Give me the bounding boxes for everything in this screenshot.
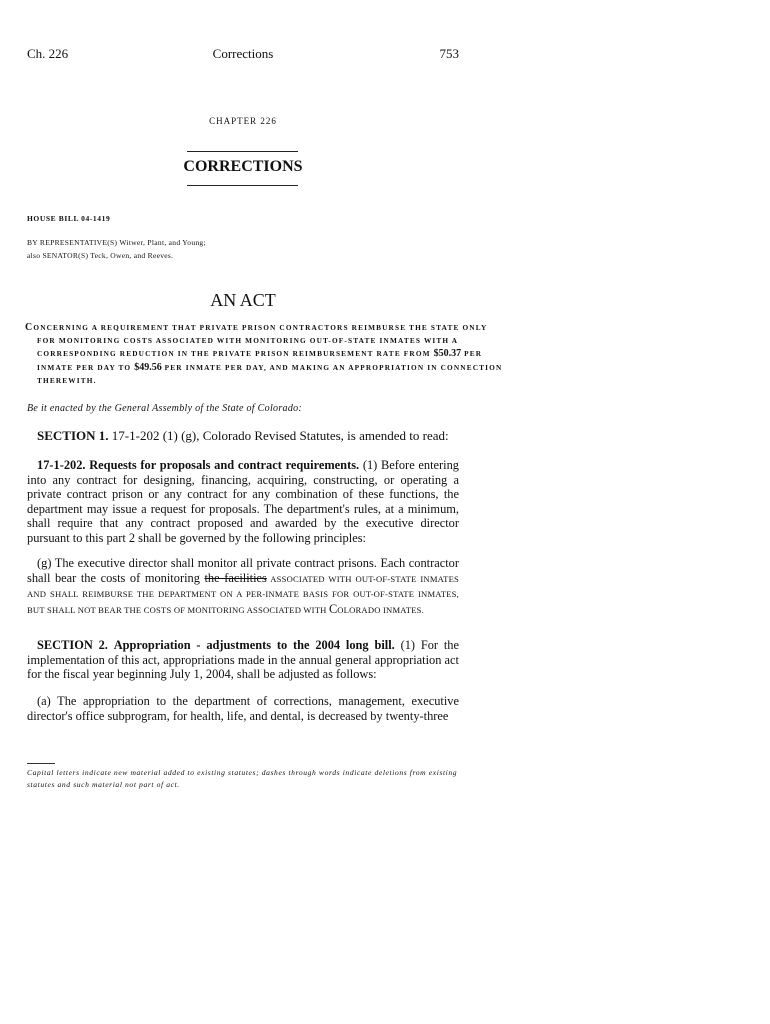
concerning-line: INMATE PER DAY TO $49.56 PER INMATE PER DAY, AND MAKING AN APPROPRIATION IN CONNECTION bbox=[37, 361, 503, 373]
sponsor-senators: also SENATOR(S) Teck, Owen, and Reeves. bbox=[27, 251, 174, 260]
concerning-line: CORRESPONDING REDUCTION IN THE PRIVATE PRISON REIMBURSEMENT RATE FROM $50.37 PER bbox=[37, 348, 483, 360]
footnote-rule bbox=[27, 763, 55, 764]
section-2-heading: Appropriation - adjustments to the 2004 long bill. bbox=[113, 638, 395, 652]
concerning-clause bbox=[25, 321, 503, 387]
enacting-clause: Be it enacted by the General Assembly of the State of Colorado: bbox=[27, 403, 303, 414]
act-heading: AN ACT bbox=[210, 290, 276, 310]
section-2-item-a: (a) The appropriation to the department of corrections, management, executive director's office subprogram, for health, life, and dental, is decreased by twenty-three bbox=[27, 694, 459, 723]
bill-number: HOUSE BILL 04-1419 bbox=[27, 214, 111, 223]
concerning-line: CONCERNING A REQUIREMENT THAT PRIVATE PRISON CONTRACTORS REIMBURSE THE STATE ONLY bbox=[25, 322, 488, 333]
title-rule-bottom bbox=[187, 185, 298, 186]
statute-heading: Requests for proposals and contract requirements. bbox=[89, 458, 360, 472]
concerning-line: FOR MONITORING COSTS ASSOCIATED WITH MONITORING OUT-OF-STATE INMATES WITH A bbox=[37, 336, 459, 346]
chapter-label: CHAPTER 226 bbox=[209, 116, 277, 126]
sponsor-representatives: BY REPRESENTATIVE(S) Witwer, Plant, and Young; bbox=[27, 238, 206, 247]
subsection-g-paragraph: (g) The executive director shall monitor all private contract prisons. Each contractor shall bear the costs of monitoring the facilities ASSOCIATED WITH OUT-OF-STATE INMATES AND SHALL REIMBURSE THE DEPARTMENT ON A PER-INMATE BASIS FOR OUT-OF-STATE INMATES, BUT SHALL NOT BEAR THE COSTS OF MONITORING ASSOCIATED WITH COLORADO INMATES. bbox=[27, 556, 459, 616]
section-1-paragraph: SECTION 1. 17-1-202 (1) (g), Colorado Revised Statutes, is amended to read: bbox=[37, 428, 449, 443]
statute-paragraph: 17-1-202. Requests for proposals and contract requirements. (1) Before entering into any contract for designing, financing, acquiring, constructing, or operating a private contract prison or any contract for any combination of these functions, the department may issue a request for proposals. The department's rules, at a minimum, shall require that any contract proposed and awarded by the executive director pursuant to this part 2 shall be governed by the following principles: bbox=[27, 458, 459, 545]
concerning-line: THEREWITH. bbox=[37, 375, 97, 385]
header-section: Corrections bbox=[212, 46, 274, 61]
deleted-text: the facilities bbox=[204, 570, 267, 585]
section-1-label: SECTION 1. bbox=[37, 428, 109, 443]
section-2-label: SECTION 2. bbox=[37, 638, 108, 652]
chapter-title: CORRECTIONS bbox=[183, 158, 303, 175]
section-2-paragraph: SECTION 2. Appropriation - adjustments to the 2004 long bill. (1) For the implementation of this act, appropriations made in the annual general appropriation act for the fiscal year beginning July 1, 2004, shall be adjusted as follows: bbox=[27, 638, 459, 681]
title-rule-top bbox=[187, 151, 298, 152]
header-page-number: 753 bbox=[439, 46, 459, 61]
page-header bbox=[27, 46, 459, 66]
statute-number: 17-1-202. bbox=[37, 458, 86, 472]
added-text: ASSOCIATED WITH OUT-OF-STATE INMATES AND SHALL REIMBURSE THE DEPARTMENT ON A PER-INMATE BASIS FOR OUT-OF-STATE INMATES, BUT SHALL NOT BEAR THE COSTS OF MONITORING ASSOCIATED WITH bbox=[27, 573, 459, 615]
footnote: Capital letters indicate new material added to existing statutes; dashes through words indicate deletions from existing statutes and such material not part of act. bbox=[27, 768, 458, 789]
header-chapter: Ch. 226 bbox=[27, 46, 69, 61]
